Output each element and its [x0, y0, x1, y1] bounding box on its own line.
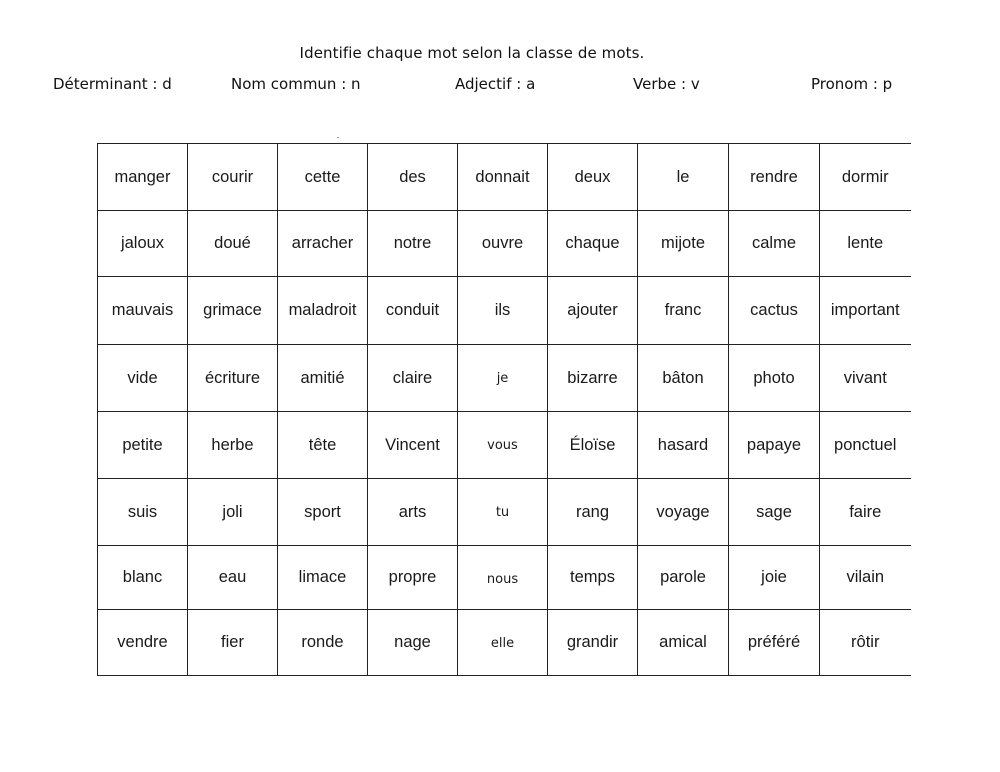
word-cell[interactable]: jaloux: [98, 211, 188, 277]
word-cell[interactable]: vilain: [820, 546, 911, 610]
legend-nom-commun: Nom commun : n: [231, 75, 361, 93]
word-cell[interactable]: ajouter: [548, 277, 638, 345]
word-cell[interactable]: important: [820, 277, 911, 345]
word-cell[interactable]: chaque: [548, 211, 638, 277]
scan-artifact: [337, 137, 339, 138]
legend-determinant: Déterminant : d: [53, 75, 172, 93]
legend-verbe: Verbe : v: [633, 75, 700, 93]
word-cell[interactable]: voyage: [638, 479, 729, 546]
word-cell[interactable]: vide: [98, 345, 188, 412]
word-cell[interactable]: cette: [278, 144, 368, 211]
word-cell[interactable]: doué: [188, 211, 278, 277]
word-cell[interactable]: claire: [368, 345, 458, 412]
word-cell[interactable]: arracher: [278, 211, 368, 277]
word-cell[interactable]: écriture: [188, 345, 278, 412]
word-cell[interactable]: ils: [458, 277, 548, 345]
grid-row: [98, 546, 911, 610]
word-cell[interactable]: limace: [278, 546, 368, 610]
grid-row: [98, 610, 911, 676]
word-cell[interactable]: Éloïse: [548, 412, 638, 479]
word-cell[interactable]: arts: [368, 479, 458, 546]
word-cell[interactable]: maladroit: [278, 277, 368, 345]
word-cell[interactable]: rendre: [729, 144, 820, 211]
word-cell[interactable]: notre: [368, 211, 458, 277]
word-cell[interactable]: tu: [458, 479, 548, 546]
word-cell[interactable]: bâton: [638, 345, 729, 412]
word-cell[interactable]: ronde: [278, 610, 368, 676]
word-cell[interactable]: conduit: [368, 277, 458, 345]
word-cell[interactable]: ouvre: [458, 211, 548, 277]
word-cell[interactable]: deux: [548, 144, 638, 211]
word-cell[interactable]: blanc: [98, 546, 188, 610]
word-grid: [97, 143, 911, 676]
word-cell[interactable]: hasard: [638, 412, 729, 479]
word-cell[interactable]: papaye: [729, 412, 820, 479]
word-cell[interactable]: calme: [729, 211, 820, 277]
word-cell[interactable]: lente: [820, 211, 911, 277]
word-cell[interactable]: suis: [98, 479, 188, 546]
word-cell[interactable]: photo: [729, 345, 820, 412]
grid-row: [98, 277, 911, 345]
word-cell[interactable]: parole: [638, 546, 729, 610]
word-cell[interactable]: cactus: [729, 277, 820, 345]
grid-row: [98, 211, 911, 277]
word-cell[interactable]: joli: [188, 479, 278, 546]
word-cell[interactable]: vous: [458, 412, 548, 479]
legend-pronom: Pronom : p: [811, 75, 893, 93]
word-cell[interactable]: Vincent: [368, 412, 458, 479]
word-cell[interactable]: mauvais: [98, 277, 188, 345]
grid-row: [98, 412, 911, 479]
word-cell[interactable]: courir: [188, 144, 278, 211]
word-cell[interactable]: préféré: [729, 610, 820, 676]
word-cell[interactable]: manger: [98, 144, 188, 211]
word-cell[interactable]: elle: [458, 610, 548, 676]
word-cell[interactable]: petite: [98, 412, 188, 479]
word-cell[interactable]: vivant: [820, 345, 911, 412]
grid-row: [98, 345, 911, 412]
word-cell[interactable]: grandir: [548, 610, 638, 676]
word-cell[interactable]: bizarre: [548, 345, 638, 412]
page-title: Identifie chaque mot selon la classe de mots.: [299, 44, 645, 62]
word-cell[interactable]: amical: [638, 610, 729, 676]
grid-row: [98, 144, 911, 211]
word-cell[interactable]: joie: [729, 546, 820, 610]
legend-adjectif: Adjectif : a: [455, 75, 536, 93]
word-cell[interactable]: sport: [278, 479, 368, 546]
word-cell[interactable]: sage: [729, 479, 820, 546]
word-cell[interactable]: eau: [188, 546, 278, 610]
word-cell[interactable]: propre: [368, 546, 458, 610]
word-cell[interactable]: rang: [548, 479, 638, 546]
word-cell[interactable]: franc: [638, 277, 729, 345]
word-cell[interactable]: mijote: [638, 211, 729, 277]
word-cell[interactable]: je: [458, 345, 548, 412]
word-cell[interactable]: rôtir: [820, 610, 911, 676]
grid-row: [98, 479, 911, 546]
word-cell[interactable]: ponctuel: [820, 412, 911, 479]
word-cell[interactable]: fier: [188, 610, 278, 676]
word-cell[interactable]: des: [368, 144, 458, 211]
word-cell[interactable]: faire: [820, 479, 911, 546]
word-cell[interactable]: dormir: [820, 144, 911, 211]
word-cell[interactable]: amitié: [278, 345, 368, 412]
word-cell[interactable]: vendre: [98, 610, 188, 676]
word-cell[interactable]: temps: [548, 546, 638, 610]
word-cell[interactable]: nous: [458, 546, 548, 610]
word-cell[interactable]: nage: [368, 610, 458, 676]
word-cell[interactable]: tête: [278, 412, 368, 479]
word-cell[interactable]: grimace: [188, 277, 278, 345]
word-cell[interactable]: herbe: [188, 412, 278, 479]
word-cell[interactable]: le: [638, 144, 729, 211]
word-cell[interactable]: donnait: [458, 144, 548, 211]
